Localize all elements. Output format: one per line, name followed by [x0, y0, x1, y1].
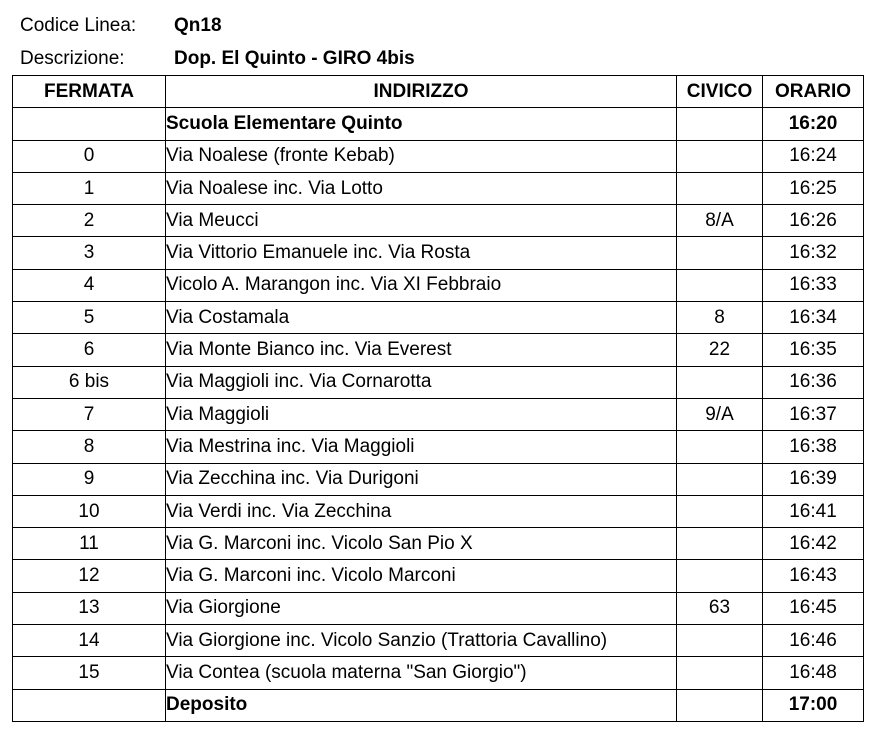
orario-cell: 16:24: [763, 140, 864, 172]
column-header-civico: CIVICO: [677, 76, 763, 108]
fermata-cell: 3: [13, 237, 166, 269]
civico-cell: 8/A: [677, 205, 763, 237]
indirizzo-cell: Via G. Marconi inc. Vicolo Marconi: [166, 560, 677, 592]
table-row: [13, 334, 864, 366]
civico-cell: 22: [677, 334, 763, 366]
orario-cell: 16:41: [763, 495, 864, 527]
schedule-body: [13, 108, 864, 722]
civico-cell: [677, 657, 763, 689]
indirizzo-cell: Via Mestrina inc. Via Maggioli: [166, 431, 677, 463]
civico-cell: [677, 237, 763, 269]
table-row: [13, 269, 864, 301]
fermata-cell: 11: [13, 528, 166, 560]
table-row: [13, 302, 864, 334]
table-row: [13, 560, 864, 592]
fermata-cell: 14: [13, 625, 166, 657]
fermata-cell: 4: [13, 269, 166, 301]
orario-cell: 16:45: [763, 592, 864, 624]
fermata-cell: 12: [13, 560, 166, 592]
civico-cell: [677, 172, 763, 204]
descrizione-label: Descrizione:: [20, 48, 125, 69]
table-row: [13, 625, 864, 657]
column-header-orario: ORARIO: [763, 76, 864, 108]
indirizzo-cell: Via Vittorio Emanuele inc. Via Rosta: [166, 237, 677, 269]
indirizzo-cell: Scuola Elementare Quinto: [166, 108, 677, 140]
table-row: [13, 172, 864, 204]
indirizzo-cell: Vicolo A. Marangon inc. Via XI Febbraio: [166, 269, 677, 301]
civico-cell: [677, 528, 763, 560]
indirizzo-cell: Via Giorgione: [166, 592, 677, 624]
orario-cell: 16:26: [763, 205, 864, 237]
indirizzo-cell: Via Costamala: [166, 302, 677, 334]
fermata-cell: [13, 689, 166, 721]
civico-cell: [677, 269, 763, 301]
table-row: [13, 398, 864, 430]
indirizzo-cell: Deposito: [166, 689, 677, 721]
civico-cell: 8: [677, 302, 763, 334]
indirizzo-cell: Via Maggioli: [166, 398, 677, 430]
civico-cell: [677, 140, 763, 172]
fermata-cell: 7: [13, 398, 166, 430]
indirizzo-cell: Via Meucci: [166, 205, 677, 237]
table-header-row: [13, 76, 864, 108]
table-row: [13, 108, 864, 140]
orario-cell: 16:34: [763, 302, 864, 334]
fermata-cell: 0: [13, 140, 166, 172]
orario-cell: 16:48: [763, 657, 864, 689]
orario-cell: 16:36: [763, 366, 864, 398]
descrizione-value: Dop. El Quinto - GIRO 4bis: [174, 48, 415, 69]
schedule-table: [12, 75, 864, 722]
fermata-cell: 6 bis: [13, 366, 166, 398]
orario-cell: 16:35: [763, 334, 864, 366]
orario-cell: 16:37: [763, 398, 864, 430]
civico-cell: [677, 689, 763, 721]
column-header-indirizzo: INDIRIZZO: [166, 76, 677, 108]
table-row: [13, 592, 864, 624]
table-row: [13, 689, 864, 721]
indirizzo-cell: Via Maggioli inc. Via Cornarotta: [166, 366, 677, 398]
table-row: [13, 205, 864, 237]
indirizzo-cell: Via Giorgione inc. Vicolo Sanzio (Trattoria Cavallino): [166, 625, 677, 657]
table-row: [13, 528, 864, 560]
civico-cell: [677, 560, 763, 592]
table-row: [13, 140, 864, 172]
fermata-cell: 10: [13, 495, 166, 527]
table-row: [13, 657, 864, 689]
orario-cell: 16:25: [763, 172, 864, 204]
codice-linea-value: Qn18: [174, 15, 222, 36]
orario-cell: 16:43: [763, 560, 864, 592]
indirizzo-cell: Via G. Marconi inc. Vicolo San Pio X: [166, 528, 677, 560]
table-row: [13, 463, 864, 495]
orario-cell: 16:46: [763, 625, 864, 657]
fermata-cell: 15: [13, 657, 166, 689]
indirizzo-cell: Via Verdi inc. Via Zecchina: [166, 495, 677, 527]
civico-cell: 9/A: [677, 398, 763, 430]
fermata-cell: 9: [13, 463, 166, 495]
indirizzo-cell: Via Noalese (fronte Kebab): [166, 140, 677, 172]
civico-cell: [677, 108, 763, 140]
table-row: [13, 366, 864, 398]
fermata-cell: 13: [13, 592, 166, 624]
civico-cell: [677, 463, 763, 495]
orario-cell: 16:20: [763, 108, 864, 140]
codice-linea-label: Codice Linea:: [20, 15, 137, 36]
indirizzo-cell: Via Noalese inc. Via Lotto: [166, 172, 677, 204]
fermata-cell: [13, 108, 166, 140]
table-row: [13, 237, 864, 269]
orario-cell: 17:00: [763, 689, 864, 721]
orario-cell: 16:42: [763, 528, 864, 560]
civico-cell: [677, 431, 763, 463]
column-header-fermata: FERMATA: [13, 76, 166, 108]
civico-cell: [677, 625, 763, 657]
orario-cell: 16:33: [763, 269, 864, 301]
fermata-cell: 5: [13, 302, 166, 334]
indirizzo-cell: Via Contea (scuola materna "San Giorgio"): [166, 657, 677, 689]
table-row: [13, 495, 864, 527]
fermata-cell: 6: [13, 334, 166, 366]
orario-cell: 16:38: [763, 431, 864, 463]
fermata-cell: 1: [13, 172, 166, 204]
table-row: [13, 431, 864, 463]
fermata-cell: 8: [13, 431, 166, 463]
civico-cell: [677, 495, 763, 527]
orario-cell: 16:32: [763, 237, 864, 269]
indirizzo-cell: Via Monte Bianco inc. Via Everest: [166, 334, 677, 366]
civico-cell: 63: [677, 592, 763, 624]
fermata-cell: 2: [13, 205, 166, 237]
indirizzo-cell: Via Zecchina inc. Via Durigoni: [166, 463, 677, 495]
civico-cell: [677, 366, 763, 398]
orario-cell: 16:39: [763, 463, 864, 495]
